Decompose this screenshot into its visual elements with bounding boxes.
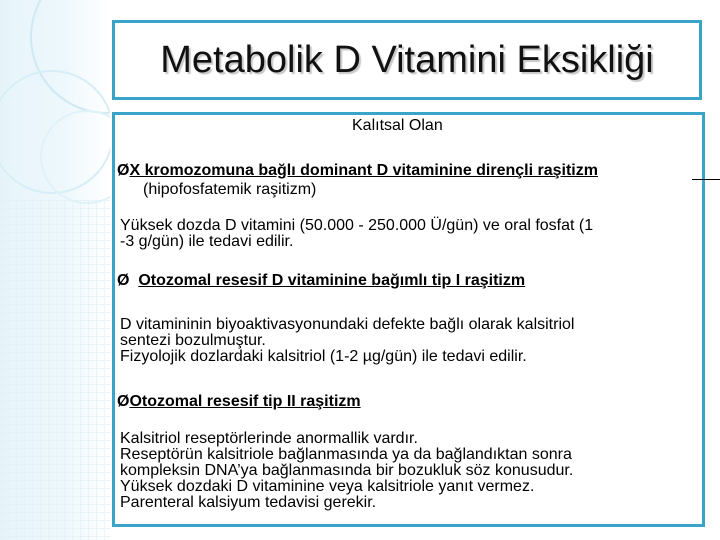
section2-heading: Otozomal resesif D vitaminine bağımlı tip I raşitizm [138, 272, 526, 289]
section2-body-line-1: D vitamininin biyoaktivasyonundaki defekte bağlı olarak kalsitriol [120, 316, 575, 333]
bullet-arrow-icon: Ø [117, 272, 130, 289]
section2-body-line-3: Fizyolojik dozlardaki kalsitriol (1-2 µg/gün) ile tedavi edilir. [120, 348, 527, 365]
section3-body-line-1: Kalsitriol reseptörlerinde anormallik vardır. [120, 430, 418, 447]
section3-body-line-2: Reseptörün kalsitriole bağlanmasında ya da bağlandıktan sonra [120, 446, 572, 463]
section2-body-line-2: sentezi bozulmuştur. [120, 332, 266, 349]
section1-heading-row [117, 163, 598, 179]
background-decoration [0, 0, 110, 540]
section1-subheading: (hipofosfatemik raşitizm) [143, 181, 317, 198]
section3-body-line-4: Yüksek dozdaki D vitaminine veya kalsitriole yanıt vermez. [120, 478, 535, 495]
section1-heading: X kromozomuna bağlı dominant D vitaminine dirençli raşitizm [129, 162, 598, 179]
section3-heading: Otozomal resesif tip II raşitizm [129, 393, 361, 410]
slide-title: Metabolik D Vitamini Eksikliği [160, 38, 654, 81]
title-frame [112, 20, 702, 100]
section1-body-line-2: -3 g/gün) ile tedavi edilir. [120, 233, 294, 250]
bullet-arrow-icon: Ø [117, 393, 130, 410]
decorative-grid-pattern [0, 200, 110, 540]
section2-heading-row [117, 273, 525, 289]
section3-heading-row [117, 394, 361, 410]
bullet-arrow-icon: Ø [117, 162, 130, 179]
underline-extension [692, 179, 720, 180]
subtitle: Kalıtsal Olan [352, 117, 443, 134]
section3-body-line-5: Parenteral kalsiyum tedavisi gerekir. [120, 494, 377, 511]
section1-body-line-1: Yüksek dozda D vitamini (50.000 - 250.000 Ü/gün) ve oral fosfat (1 [120, 217, 594, 234]
section3-body-line-3: kompleksin DNA’ya bağlanmasında bir bozukluk söz konusudur. [120, 462, 574, 479]
